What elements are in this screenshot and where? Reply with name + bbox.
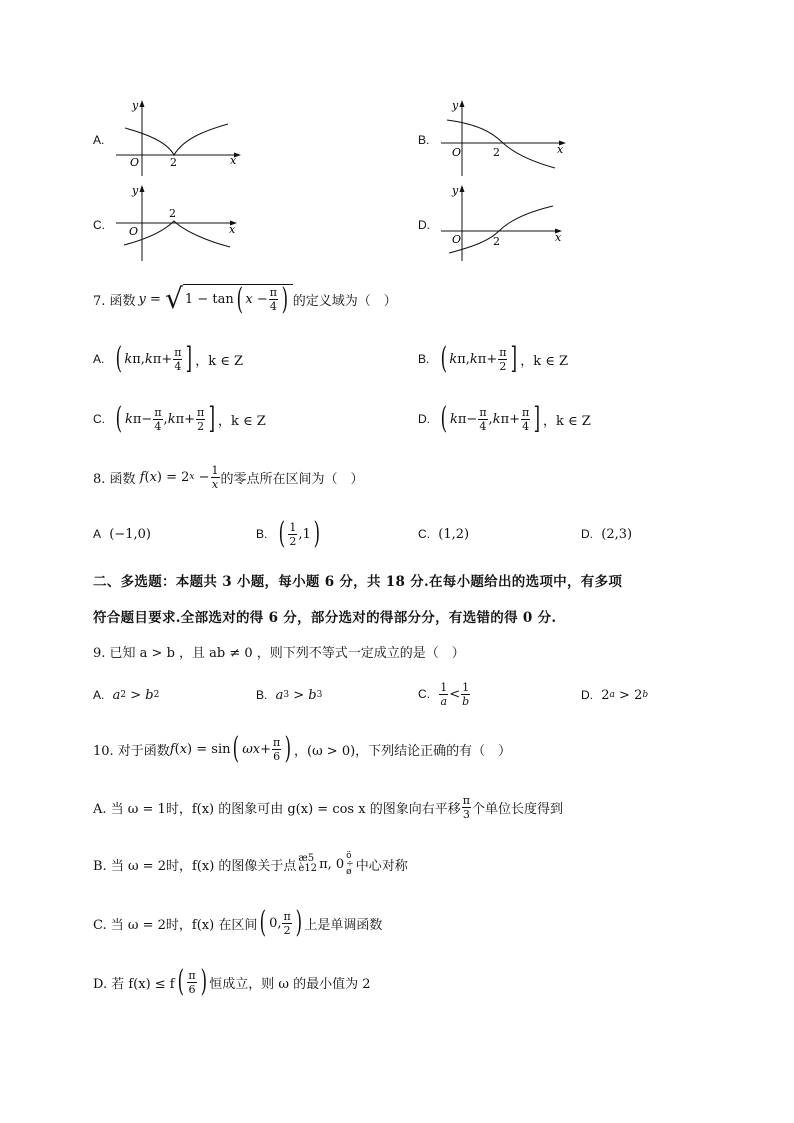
tick-2: 2 [170, 156, 177, 169]
y-axis-label: y [132, 99, 139, 112]
q8-option-b: B. ( $\frac{1}{2}$ ,1 ) [256, 516, 320, 551]
graph-a [112, 98, 247, 180]
x-axis-label: x [230, 154, 237, 167]
q9-option-b: B. a 3 > b 3 [256, 687, 323, 703]
graph-c [112, 183, 247, 265]
tick-2: 2 [493, 235, 500, 248]
origin-label: O [452, 146, 462, 159]
q9-stem: 9. 已知 a > b ，且 ab ≠ 0 ，则下列不等式一定成立的是（ ） [93, 646, 465, 661]
q8-stem: 8. 函数 f ( x ) = 2 x − $\frac{1}{x}$ 的零点所在区间为（ ） [93, 463, 364, 491]
q8-option-d: D. (2,3) [581, 526, 633, 542]
tick-2: 2 [493, 146, 500, 159]
option-b-label: B. [418, 133, 430, 147]
option-a-label: A. [93, 133, 105, 147]
x-axis-label: x [229, 223, 236, 236]
origin-label: O [129, 225, 139, 238]
tick-2: 2 [169, 207, 176, 220]
q7-option-b: B. ( k π, k π+ $\frac{\pi}{2}$ ] ，k ∈ Z [418, 341, 568, 376]
q10-option-b: B. 当 ω = 2时，f(x) 的图像关于点 æ5 è12 π, 0 ö ÷ ø 中心对称 [93, 850, 408, 878]
q7-option-d: D. ( k π− $\frac{\pi}{4}$ , k π+ $\frac{\pi}{4}$ ] ，k ∈ Z [418, 401, 591, 436]
y-axis-label: y [452, 99, 459, 112]
q8-option-a: A (−1,0) [93, 526, 151, 542]
section2-heading-line1: 二、多选题：本题共 3 小题，每小题 6 分，共 18 分.在每小题给出的选项中，有多项 [93, 574, 623, 590]
q9-option-c: C. $\frac{1}{a}$ < $\frac{1}{b}$ [418, 680, 470, 708]
q7-option-c: C. ( k π− $\frac{\pi}{4}$ , k π+ $\frac{\pi}{2}$ ] ，k ∈ Z [93, 401, 266, 436]
q9-option-d: D. 2 a > 2 b [581, 687, 649, 703]
option-d-label: D. [418, 218, 430, 232]
option-c-label: C. [93, 218, 105, 232]
section2-heading-line2: 符合题目要求.全部选对的得 6 分，部分选对的得部分分，有选错的得 0 分. [93, 610, 557, 626]
x-axis-label: x [555, 231, 562, 244]
q7-stem: 7. 函数 y = √ 1 − tan ( x − $\frac{\pi}{4}$ ) 的定义域为（ ） [93, 281, 397, 317]
y-axis-label: y [132, 184, 139, 197]
x-axis-label: x [557, 143, 564, 156]
origin-label: O [452, 233, 462, 246]
q10-option-d: D. 若 f(x) ≤ f ( $\frac{\pi}{6}$ ) 恒成立，则 ω 的最小值为 2 [93, 964, 371, 999]
origin-label: O [130, 156, 140, 169]
q10-stem: 10. 对于函数 f ( x ) = sin ( ωx + $\frac{\pi}{6}$ ) ，(ω > 0)，下列结论正确的有（ ） [93, 731, 512, 766]
q9-option-a: A. a 2 > b 2 [93, 687, 160, 703]
y-axis-label: y [452, 184, 459, 197]
q7-option-a: A. ( k π, k π+ $\frac{\pi}{4}$ ] ，k ∈ Z [93, 341, 243, 376]
q10-option-c: C. 当 ω = 2时，f(x) 在区间 ( 0, $\frac{\pi}{2}$ ) 上是单调函数 [93, 905, 383, 940]
q8-option-c: C. (1,2) [418, 526, 470, 542]
graph-d [437, 183, 572, 265]
graph-b [437, 98, 572, 180]
q10-option-a: A. 当 ω = 1时，f(x) 的图象可由 g(x) = cos x 的图象向右平移 $\frac{\pi}{3}$ 个单位长度得到 [93, 793, 563, 821]
